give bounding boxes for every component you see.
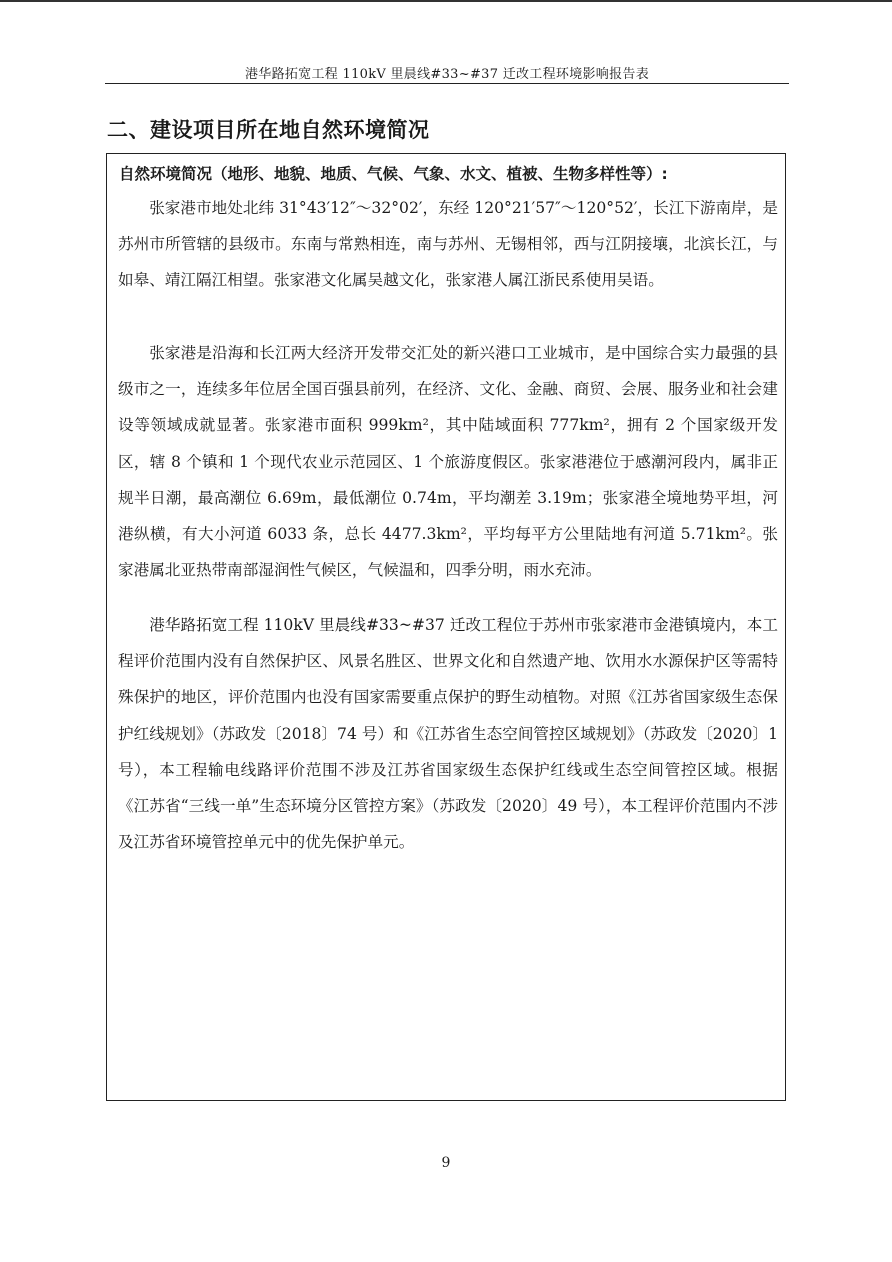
natural-environment-box [106,153,786,1101]
paragraph-location: 张家港市地处北纬 31°43′12″～32°02′，东经 120°21′57″～120°52′，长江下游南岸，是苏州市所管辖的县级市。东南与常熟相连，南与苏州、无锡相邻，西与江阴接壤，北滨长江，与如皋、靖江隔江相望。张家港文化属吴越文化，张家港人属江浙民系使用吴语。 [118,199,778,290]
section-title: 二、建设项目所在地自然环境简况 [107,118,430,142]
paragraph-project-protection: 港华路拓宽工程 110kV 里晨线#33~#37 迁改工程位于苏州市张家港市金港镇境内，本工程评价范围内没有自然保护区、风景名胜区、世界文化和自然遗产地、饮用水水源保护区等需特殊保护的地区，评价范围内也没有国家需要重点保护的野生动植物。对照《江苏省国家级生态保护红线规划》（苏政发〔2018〕74 号）和《江苏省生态空间管控区域规划》（苏政发〔2020〕1 号），本工程输电线路评价范围不涉及江苏省国家级生态保护红线或生态空间管控区域。根据《江苏省“三线一单”生态环境分区管控方案》（苏政发〔2020〕49 号），本工程评价范围内不涉及江苏省环境管控单元中的优先保护单元。 [118,616,778,852]
document-header-title: 港华路拓宽工程 110kV 里晨线#33~#37 迁改工程环境影响报告表 [244,67,650,82]
header-rule [105,83,789,84]
box-heading: 自然环境简况（地形、地貌、地质、气候、气象、水文、植被、生物多样性等）: [119,165,668,183]
page-number: 9 [441,1155,451,1171]
top-border [0,0,892,2]
paragraph-economy-hydrology: 张家港是沿海和长江两大经济开发带交汇处的新兴港口工业城市，是中国综合实力最强的县级市之一，连续多年位居全国百强县前列，在经济、文化、金融、商贸、会展、服务业和社会建设等领域成就显著。张家港市面积 999km²，其中陆域面积 777km²，拥有 2 个国家级开发区，辖 8 个镇和 1 个现代农业示范园区、1 个旅游度假区。张家港港位于感潮河段内，属非正规半日潮，最高潮位 6.69m，最低潮位 0.74m，平均潮差 3.19m；张家港全境地势平坦，河港纵横，有大小河道 6033 条，总长 4477.3km²，平均每平方公里陆地有河道 5.71km²。张家港属北亚热带南部湿润性气候区，气候温和，四季分明，雨水充沛。 [118,344,778,580]
